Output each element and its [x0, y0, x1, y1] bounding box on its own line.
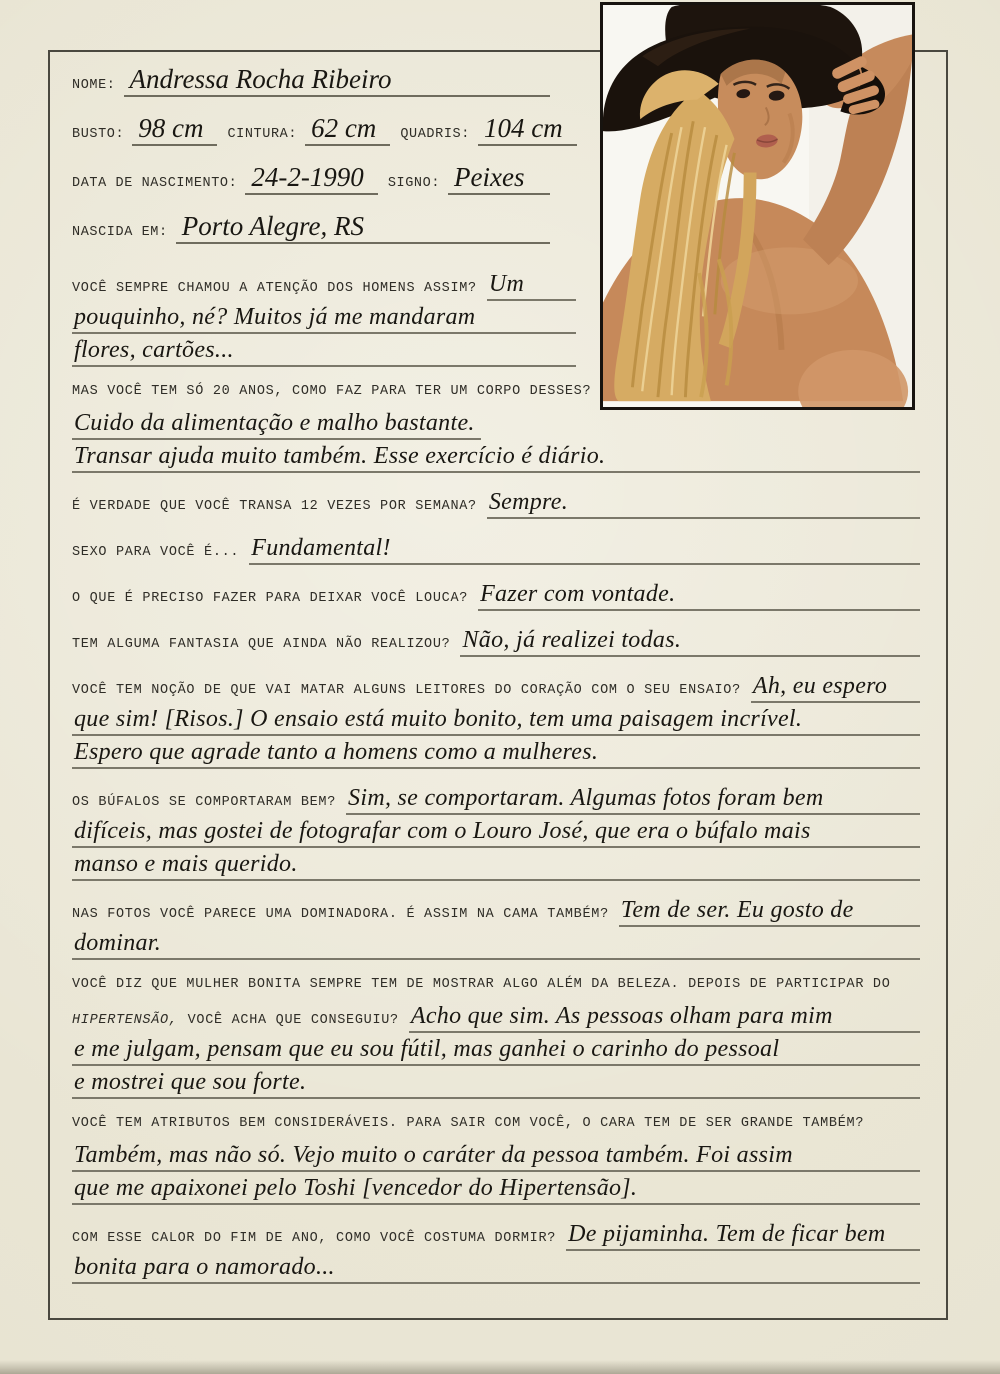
qa-line [72, 819, 920, 852]
answer-handwriting: Também, mas não só. Vejo muito o caráter da pessoa também. Foi assim [72, 1143, 920, 1172]
question-text: VOCÊ SEMPRE CHAMOU A ATENÇÃO DOS HOMENS ASSIM? [72, 281, 477, 296]
qa-line [72, 582, 920, 615]
question-text: VOCÊ DIZ QUE MULHER BONITA SEMPRE TEM DE MOSTRAR ALGO ALÉM DA BELEZA. DEPOIS DE PARTICIPAR DO [72, 977, 891, 992]
qa-block [72, 786, 920, 885]
qa-line [72, 674, 920, 707]
nascida-em-label: NASCIDA EM: [72, 225, 168, 240]
cintura-value: 62 cm [305, 115, 390, 146]
question-text: COM ESSE CALOR DO FIM DE ANO, COMO VOCÊ COSTUMA DORMIR? [72, 1231, 557, 1246]
busto-value: 98 cm [132, 115, 217, 146]
qa-block [72, 536, 920, 569]
form-row-medidas [72, 113, 563, 164]
answer-handwriting: pouquinho, né? Muitos já me mandaram [72, 305, 576, 334]
question-text-italic: HIPERTENSÃO, [72, 1013, 178, 1028]
question-text: VOCÊ TEM ATRIBUTOS BEM CONSIDERÁVEIS. PARA SAIR COM VOCÊ, O CARA TEM DE SER GRANDE TAMBÉM? [72, 1116, 865, 1131]
answer-handwriting: Espero que agrade tanto a homens como a mulheres. [72, 740, 920, 769]
cowgirl-illustration [603, 5, 912, 407]
qa-block [72, 490, 920, 523]
answer-handwriting: manso e mais querido. [72, 852, 920, 881]
signo-value: Peixes [448, 164, 550, 195]
quadris-value: 104 cm [478, 115, 577, 146]
cintura-label: CINTURA: [227, 127, 298, 142]
quadris-label: QUADRIS: [400, 127, 470, 142]
answer-handwriting: Cuido da alimentação e malho bastante. [72, 411, 481, 440]
question-text: SEXO PARA VOCÊ É... [72, 545, 240, 560]
nome-label: NOME: [72, 78, 116, 93]
answer-handwriting: dominar. [72, 931, 920, 960]
qa-block [72, 674, 920, 773]
busto-label: BUSTO: [72, 127, 125, 142]
qa-block [72, 898, 920, 964]
form-row-nascida-em [72, 213, 550, 262]
qa-line [72, 536, 920, 569]
qa-line [72, 1116, 920, 1143]
qa-line [72, 444, 920, 477]
answer-handwriting: Sim, se comportaram. Algumas fotos foram bem [346, 786, 920, 815]
qa-line [72, 898, 920, 931]
qa-line [72, 977, 920, 1004]
qa-line [72, 1070, 920, 1103]
qa-block [72, 628, 920, 661]
answer-handwriting: Tem de ser. Eu gosto de [619, 898, 920, 927]
answer-handwriting: bonita para o namorado... [72, 1255, 920, 1284]
question-text: NAS FOTOS VOCÊ PARECE UMA DOMINADORA. É ASSIM NA CAMA TAMBÉM? [72, 907, 609, 922]
nome-value: Andressa Rocha Ribeiro [124, 66, 550, 97]
answer-handwriting: flores, cartões... [72, 338, 576, 367]
qa-line [72, 740, 920, 773]
qa-line [72, 384, 592, 411]
question-text: VOCÊ TEM NOÇÃO DE QUE VAI MATAR ALGUNS LEITORES DO CORAÇÃO COM O SEU ENSAIO? [72, 683, 741, 698]
qa-line [72, 411, 576, 444]
qa-line [72, 1004, 920, 1037]
qa-block [72, 1116, 920, 1209]
question-text: O QUE É PRECISO FAZER PARA DEIXAR VOCÊ LOUCA? [72, 591, 469, 606]
form-row-nome [72, 66, 550, 115]
qa-line [72, 852, 920, 885]
question-text: OS BÚFALOS SE COMPORTARAM BEM? [72, 795, 337, 810]
answer-handwriting: Transar ajuda muito também. Esse exercício é diário. [72, 444, 920, 473]
qa-line [72, 931, 920, 964]
qa-block [72, 582, 920, 615]
qa-line [72, 1037, 920, 1070]
qa-line [72, 272, 576, 305]
question-text: VOCÊ ACHA QUE CONSEGUIU? [187, 1013, 399, 1028]
answer-handwriting: Acho que sim. As pessoas olham para mim [409, 1004, 920, 1033]
answer-handwriting: que me apaixonei pelo Toshi [vencedor do Hipertensão]. [72, 1176, 920, 1205]
answer-handwriting: e mostrei que sou forte. [72, 1070, 920, 1099]
question-text: MAS VOCÊ TEM SÓ 20 ANOS, COMO FAZ PARA TER UM CORPO DESSES? [72, 384, 592, 399]
signo-label: SIGNO: [387, 176, 441, 191]
nascida-em-value: Porto Alegre, RS [176, 213, 550, 244]
qa-line [72, 628, 920, 661]
answer-handwriting: Fazer com vontade. [478, 582, 920, 611]
qa-line [72, 305, 576, 338]
answer-handwriting: Um [487, 272, 576, 301]
answer-handwriting: que sim! [Risos.] O ensaio está muito bonito, tem uma paisagem incrível. [72, 707, 920, 736]
qa-section [72, 272, 920, 1288]
qa-line [72, 1143, 920, 1176]
qa-line [72, 707, 920, 740]
question-text: TEM ALGUMA FANTASIA QUE AINDA NÃO REALIZOU? [72, 637, 451, 652]
nascimento-value: 24-2-1990 [245, 164, 377, 195]
qa-block [72, 1222, 920, 1288]
qa-line [72, 1255, 920, 1288]
answer-handwriting: Não, já realizei todas. [460, 628, 920, 657]
question-text: É VERDADE QUE VOCÊ TRANSA 12 VEZES POR SEMANA? [72, 499, 477, 514]
answer-handwriting: Fundamental! [249, 536, 920, 565]
nascimento-label: DATA DE NASCIMENTO: [72, 176, 238, 191]
form-row-nascimento [72, 164, 550, 213]
answer-handwriting: difíceis, mas gostei de fotografar com o Louro José, que era o búfalo mais [72, 819, 920, 848]
answer-handwriting: Sempre. [487, 490, 920, 519]
model-photo [600, 2, 915, 410]
qa-block [72, 977, 920, 1103]
answer-handwriting: De pijaminha. Tem de ficar bem [566, 1222, 920, 1251]
model-face [718, 60, 802, 180]
answer-handwriting: e me julgam, pensam que eu sou fútil, mas ganhei o carinho do pessoal [72, 1037, 920, 1066]
qa-line [72, 490, 920, 523]
answer-handwriting: Ah, eu espero [751, 674, 920, 703]
qa-line [72, 1222, 920, 1255]
qa-line [72, 786, 920, 819]
qa-line [72, 338, 576, 371]
qa-line [72, 1176, 920, 1209]
